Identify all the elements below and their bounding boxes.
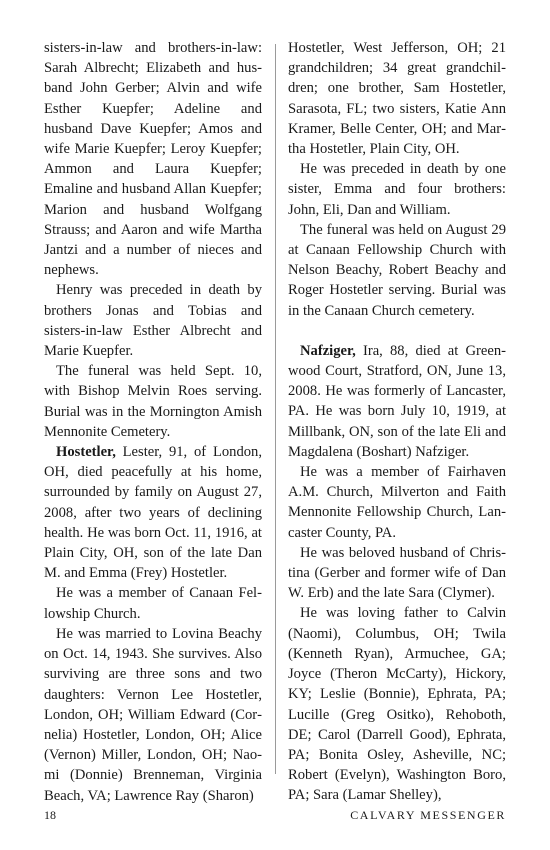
left-column — [44, 38, 262, 806]
page-number: 18 — [44, 808, 56, 822]
family-paragraph: He was married to Lovina Beachy on Oct. 14, 1943. She survives. Also surviving are three sons and two daughters: Vernon Lee Hostetler, London, OH; William Edward (Cornelia) Hostetler, London, OH; Alice (Vernon) Miller, London, OH; Naomi (Donnie) Brenneman, Virginia Beach, VA; Lawrence Ray (Sharon) — [44, 625, 262, 804]
membership-paragraph: He was a member of Fairhaven A.M. Church, Milverton and Faith Mennonite Fellowship Church, Lancaster County, PA. — [288, 464, 506, 541]
running-title: CALVARY MESSENGER — [350, 808, 506, 822]
survivors-paragraph: sisters-in-law and brothers-in-law: Sarah Albrecht; Elizabeth and husband John Gerber; Alvin and wife Esther Kuepfer; Adeline and husband Dave Kuepfer; Amos and wife Marie Kuepfer; Leroy Kuepfer; Ammon and Laura Kuepfer; Emaline and husband Allan Kuepfer; Marion and husband Wolfgang Strauss; and Aaron and wife Martha Jantzi and a number of nieces and nephews. — [44, 40, 262, 279]
obituary-nafziger — [288, 341, 506, 462]
obituary-text: Lester, 91, of London, OH, died peacefully at his home, surrounded by family on August 27, 2008, after two years of declining health. He was born Oct. 11, 1916, at Plain City, OH, son of the late Dan M. and Emma (Frey) Hostetler. — [44, 444, 262, 582]
preceded-paragraph: Henry was preceded in death by brothers Jonas and Tobias and sisters-in-law Esther Albrecht and Marie Kuepfer. — [44, 282, 262, 360]
obituary-surname: Nafziger, — [300, 342, 356, 359]
membership-paragraph: He was a member of Canaan Fellowship Church. — [44, 585, 262, 622]
funeral-paragraph: The funeral was held on August 29 at Canaan Fellowship Church with Nelson Beachy, Robert Beachy and Roger Hostetler serving. Burial was in the Canaan Church cemetery. — [288, 221, 506, 319]
obituary-hostetler — [44, 442, 262, 583]
survivors-continued-paragraph: Hostetler, West Jefferson, OH; 21 grandchildren; 34 great grandchildren; one brother, Sam Hostetler, Sarasota, FL; two sisters, Katie Ann Kramer, Belle Center, OH; and Martha Hostetler, Plain City, OH. — [288, 40, 506, 158]
preceded-paragraph: He was preceded in death by one sister, Emma and four brothers: John, Eli, Dan and William. — [288, 161, 506, 218]
right-column — [288, 38, 506, 806]
column-divider — [275, 44, 276, 774]
children-paragraph: He was loving father to Calvin (Naomi), Columbus, OH; Twila (Kenneth Ryan), Armuchee, GA; Joyce (Theron McCarty), Hickory, KY; Leslie (Bonnie), Ephrata, PA; Lucille (Greg Ositko), Rehoboth, DE; Carol (Darrell Good), Ephrata, PA; Bonita Osley, Asheville, NC; Robert (Evelyn), Washington Boro, PA; Sara (Lamar Shelley), — [288, 605, 506, 804]
funeral-paragraph: The funeral was held Sept. 10, with Bishop Melvin Roes serving. Burial was in the Mornington Amish Mennonite Cemetery. — [44, 363, 262, 440]
spouse-paragraph: He was beloved husband of Christina (Gerber and former wife of Dan W. Erb) and the late Sara (Clymer). — [288, 544, 506, 602]
obituary-text: Ira, 88, died at Greenwood Court, Stratford, ON, June 13, 2008. He was formerly of Lancaster, PA. He was born July 10, 1919, at Millbank, ON, son of the late Eli and Magdalena (Boshart) Nafziger. — [288, 342, 506, 460]
obituary-surname: Hostetler, — [56, 444, 116, 461]
